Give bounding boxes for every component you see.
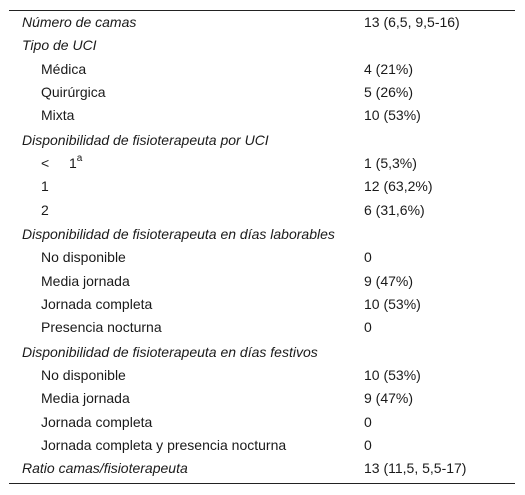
data-table <box>9 10 515 484</box>
row-label: Médica <box>41 60 87 77</box>
row-label: Media jornada <box>41 272 130 289</box>
row-value: 1 (5,3%) <box>364 154 417 171</box>
table-row <box>9 175 515 198</box>
row-label: Número de camas <box>22 14 137 30</box>
row-value: 10 (53%) <box>364 367 421 384</box>
table-row <box>9 293 515 316</box>
row-value: 0 <box>364 319 372 336</box>
row-label: Quirúrgica <box>41 83 106 100</box>
row-value: 0 <box>364 413 372 430</box>
row-value: 9 (47%) <box>364 390 414 407</box>
row-label: Jornada completa y presencia nocturna <box>41 436 287 453</box>
row-value: 0 <box>364 436 372 453</box>
row-label: Mixta <box>41 107 75 124</box>
table-row <box>9 81 515 104</box>
table-row <box>9 34 515 57</box>
row-label: 2 <box>41 201 49 218</box>
row-label: Jornada completa <box>41 413 153 430</box>
row-value: 6 (31,6%) <box>364 201 425 218</box>
row-value: 4 (21%) <box>364 60 414 77</box>
table-row <box>9 222 515 247</box>
row-value: 10 (53%) <box>364 295 421 312</box>
footnote-marker: a <box>76 153 83 165</box>
section-label: Disponibilidad de fisioterapeuta en días festivos <box>22 343 318 360</box>
table-row <box>9 340 515 365</box>
row-label: No disponible <box>41 249 126 266</box>
table-row <box>9 270 515 293</box>
row-label: Jornada completa <box>41 295 153 312</box>
row-label: Presencia nocturna <box>41 319 162 336</box>
table-row <box>9 104 515 127</box>
table-row <box>9 58 515 81</box>
table-row <box>9 457 515 479</box>
table-row <box>9 11 515 34</box>
row-value: 5 (26%) <box>364 83 414 100</box>
table-row <box>9 246 515 269</box>
table-row <box>9 434 515 457</box>
row-label: 1 <box>41 178 49 195</box>
less-than-symbol: < <box>41 154 50 171</box>
row-label: Tipo de UCI <box>22 37 97 54</box>
row-label: No disponible <box>41 367 126 384</box>
row-value: 12 (63,2%) <box>364 178 433 195</box>
table-row <box>9 199 515 222</box>
row-label: Ratio camas/fisioterapeuta <box>22 460 188 477</box>
row-value: 13 (6,5, 9,5-16) <box>364 14 460 30</box>
row-value: 0 <box>364 249 372 266</box>
table-row <box>9 411 515 434</box>
table-row <box>9 387 515 410</box>
row-value: 10 (53%) <box>364 107 421 124</box>
row-value: 9 (47%) <box>364 272 414 289</box>
row-value: 13 (11,5, 5,5-17) <box>364 460 467 477</box>
table-row <box>9 152 515 175</box>
row-label <box>9 152 354 175</box>
table-row <box>9 127 515 152</box>
section-label: Disponibilidad de fisioterapeuta por UCI <box>22 131 269 148</box>
table-row <box>9 364 515 387</box>
section-label: Disponibilidad de fisioterapeuta en días laborables <box>22 226 335 243</box>
bottom-rule <box>9 483 515 484</box>
table-row <box>9 316 515 339</box>
row-label-number: 1 <box>69 154 77 171</box>
row-label: Media jornada <box>41 390 130 407</box>
